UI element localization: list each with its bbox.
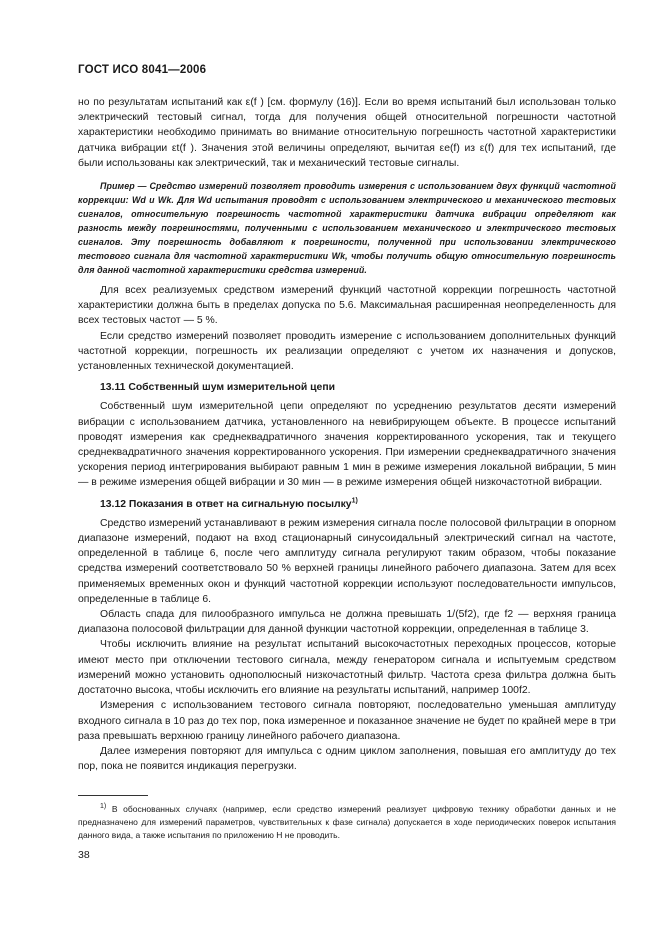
document-header: ГОСТ ИСО 8041—2006: [78, 64, 207, 76]
paragraph-tolerance: Для всех реализуемых средством измерений функций частотной коррекции погрешность частотной характеристики должна быть в пределах допуска по 5.6. Максимальная расширенная неопределенность для всех тестовых частот — 5 %.: [78, 285, 616, 327]
paragraph-sawtooth-decay: Область спада для пилообразного импульса не должна превышать 1/(5f2), где f2 — верхняя граница диапазона полосовой фильтрации для данной функции частотной коррекции, определенная в таблице 3.: [78, 609, 616, 636]
page-number: 38: [78, 849, 90, 861]
paragraph-repeat-measurements: Измерения с использованием тестового сигнала повторяют, последовательно уменьшая амплитуду входного сигнала в 10 раз до тех пор, пока измеренное и показанное значение не будет по крайней мере в три раза превышать верхнюю границу линейного рабочего диапазона.: [78, 700, 616, 742]
paragraph-lowpass-filter: Чтобы исключить влияние на результат испытаний высокочастотных переходных процессов, которые имеют место при отключении тестового сигнала, между генератором сигнала и испытуемым средством измерений можно установить однополюсный низкочастотный фильтр. Частота среза фильтра должна быть достаточно высока, чтобы исключить его влияние на результаты испытаний, например 100f2.: [78, 639, 616, 697]
footnote: [78, 803, 616, 842]
body-text: [78, 95, 616, 774]
paragraph-additional-functions: Если средство измерений позволяет проводить измерение с использованием дополнительных функций частотной коррекции, погрешность их реализации определяют с учетом их назначения и допусков, установленных технической документацией.: [78, 330, 616, 373]
section-heading-13-12-text: 13.12 Показания в ответ на сигнальную посылку: [100, 498, 352, 510]
section-heading-13-12: [78, 497, 616, 512]
paragraph-frequency-error: но по результатам испытаний как ε(f ) [см. формулу (16)]. Если во время испытаний был использован только электрический тестовый сигнал, тогда для получения общей относительной погрешности частотной характеристики необходимо принимать во внимание относительную погрешность частотной характеристики датчика вибрации εt(f ). Значения этой величины определяют, вычитая εe(f) из ε(f) для тех испытаний, где были использованы как электрический, так и механический тестовые сигналы.: [78, 97, 616, 169]
paragraph-single-cycle: Далее измерения повторяют для импульса с одним циклом заполнения, повышая его амплитуду до тех пор, пока не появится индикация перегрузки.: [78, 745, 616, 773]
footnote-reference: 1): [351, 497, 358, 505]
section-heading-13-11: 13.11 Собственный шум измерительной цепи: [100, 382, 335, 394]
example-paragraph: Пример — Средство измерений позволяет проводить измерения с использованием двух функций частотной коррекции: Wd и Wk. Для Wd испытания проводят с использованием электрического и механического тестовых сигналов, относительную погрешность частотной характеристики датчика вибрации определяют как разность между погрешностями, полученными с использованием механического и электрического тестовых сигналов. Эту погрешность добавляют к погрешности, полученной при использовании электрического тестового сигнала для частотной характеристики Wk, чтобы получить общую относительную погрешность для данной частотной характеристики средства измерений.: [78, 181, 616, 276]
footnote-divider: [78, 795, 148, 796]
paragraph-tone-burst-setup: Средство измерений устанавливают в режим измерения сигнала после полосовой фильтрации в опорном диапазоне измерений, подают на вход стационарный синусоидальный электрический сигнал на частоте, определенной в таблице 6, после чего амплитуду сигнала регулируют таким образом, чтобы показание средства измерений соответствовало 50 % верхней границы линейного рабочего диапазона. Затем для всех применяемых временных окон и функций частотной коррекции используют последовательности импульсов, определенные в таблице 6.: [78, 517, 616, 605]
paragraph-self-noise: Собственный шум измерительной цепи определяют по усреднению результатов десяти измерений вибрации с использованием датчика, установленного на невибрирующем объекте. В процессе испытаний проводят измерения как среднеквадратичного значения корректированного ускорения, так и текущего среднеквадратичного значения корректированного ускорения. При измерении среднеквадратичного значения ускорения период интегрирования выбирают равным 1 мин в режиме измерения локальной вибрации, 5 мин — в режиме измерения общей вибрации и 30 мин — в режиме измерения общей низкочастотной вибрации.: [78, 401, 616, 489]
footnote-body: [78, 803, 616, 842]
footnote-text: В обоснованных случаях (например, если средство измерений реализует цифровую технику обработки данных и не предназначено для измерений параметров, чувствительных к фазе сигнала) допускается в ходе периодических поверок испытания данного вида, а также испытания по приложению Н не проводить.: [78, 804, 616, 840]
footnote-marker: 1): [100, 803, 107, 811]
